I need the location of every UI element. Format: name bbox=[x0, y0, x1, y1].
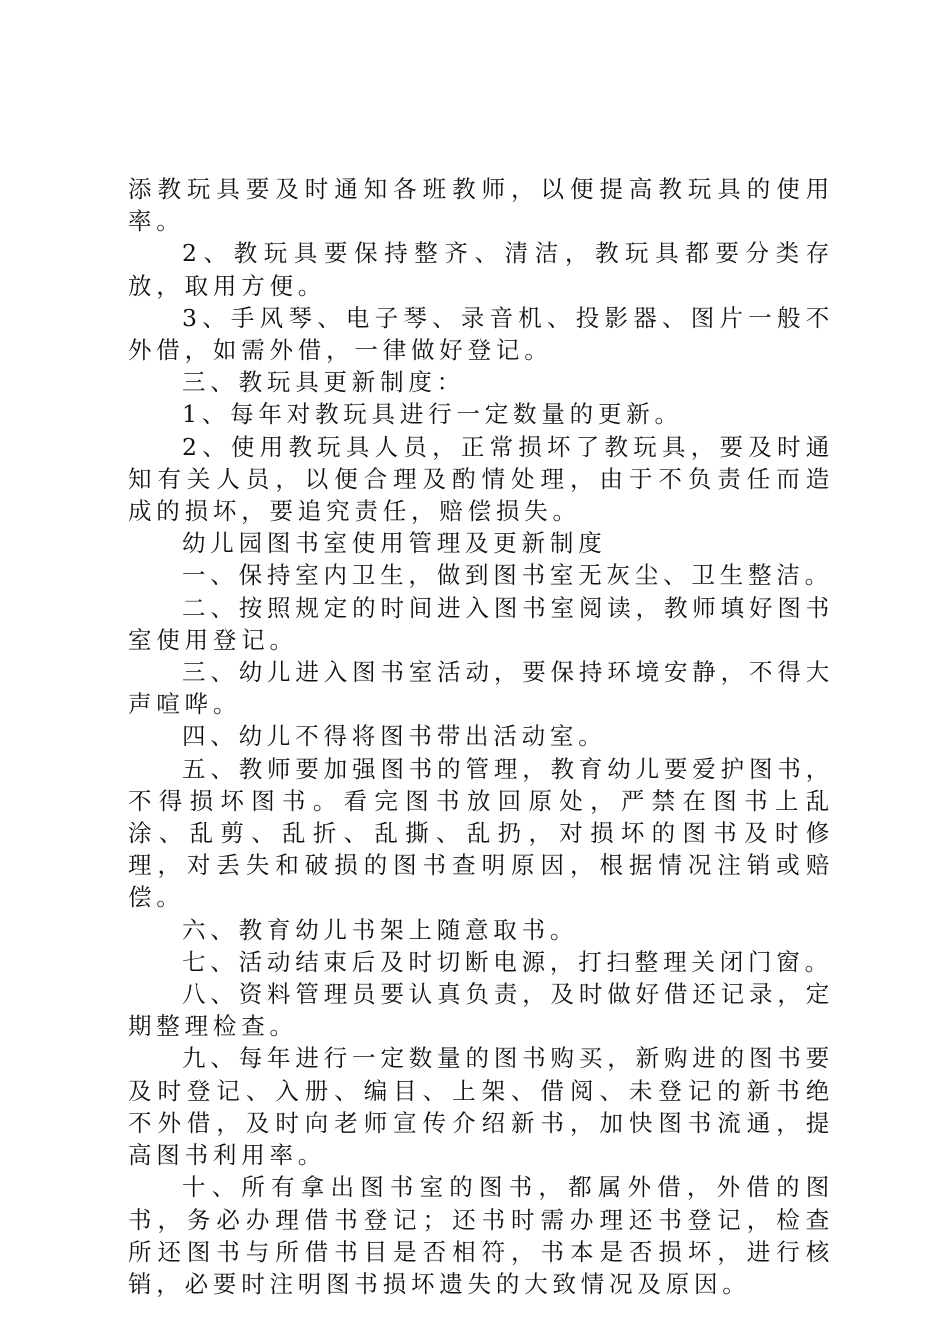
paragraph: 1、每年对教玩具进行一定数量的更新。 bbox=[182, 400, 683, 429]
paragraph: 2、教玩具要保持整齐、清洁，教玩具都要分类存放，取用方便。 bbox=[128, 239, 834, 300]
paragraph: 添教玩具要及时通知各班教师，以便提高教玩具的使用率。 bbox=[128, 175, 834, 236]
paragraph: 十、所有拿出图书室的图书，都属外借，外借的图书，务必办理借书登记；还书时需办理还书登记，检查所还图书与所借书目是否相符，书本是否损坏，进行核销，必要时注明图书损坏遗失的大致情况及原因。 bbox=[128, 1173, 834, 1298]
paragraph: 二、按照规定的时间进入图书室阅读，教师填好图书室使用登记。 bbox=[128, 593, 834, 654]
paragraph: 八、资料管理员要认真负责，及时做好借还记录，定期整理检查。 bbox=[128, 980, 834, 1041]
paragraph: 六、教育幼儿书架上随意取书。 bbox=[182, 915, 579, 944]
section-heading: 三、教玩具更新制度： bbox=[182, 368, 465, 397]
document-body bbox=[128, 173, 834, 1300]
paragraph: 四、幼儿不得将图书带出活动室。 bbox=[182, 722, 607, 751]
paragraph: 3、手风琴、电子琴、录音机、投影器、图片一般不外借，如需外借，一律做好登记。 bbox=[128, 303, 834, 365]
paragraph: 一、保持室内卫生，做到图书室无灰尘、卫生整洁。 bbox=[182, 561, 833, 590]
paragraph: 七、活动结束后及时切断电源，打扫整理关闭门窗。 bbox=[182, 947, 833, 976]
paragraph: 2、使用教玩具人员，正常损坏了教玩具，要及时通知有关人员，以便合理及酌情处理，由于不负责任而造成的损坏，要追究责任，赔偿损失。 bbox=[128, 432, 834, 526]
paragraph: 九、每年进行一定数量的图书购买，新购进的图书要及时登记、入册、编目、上架、借阅、未登记的新书绝不外借，及时向老师宣传介绍新书，加快图书流通，提高图书利用率。 bbox=[128, 1044, 834, 1170]
document-title: 幼儿园图书室使用管理及更新制度 bbox=[182, 529, 607, 558]
paragraph: 三、幼儿进入图书室活动，要保持环境安静，不得大声喧哗。 bbox=[128, 658, 834, 719]
paragraph: 五、教师要加强图书的管理，教育幼儿要爱护图书，不得损坏图书。看完图书放回原处，严禁在图书上乱涂、乱剪、乱折、乱撕、乱扔，对损坏的图书及时修理，对丢失和破损的图书查明原因，根据情况注销或赔偿。 bbox=[128, 754, 834, 912]
